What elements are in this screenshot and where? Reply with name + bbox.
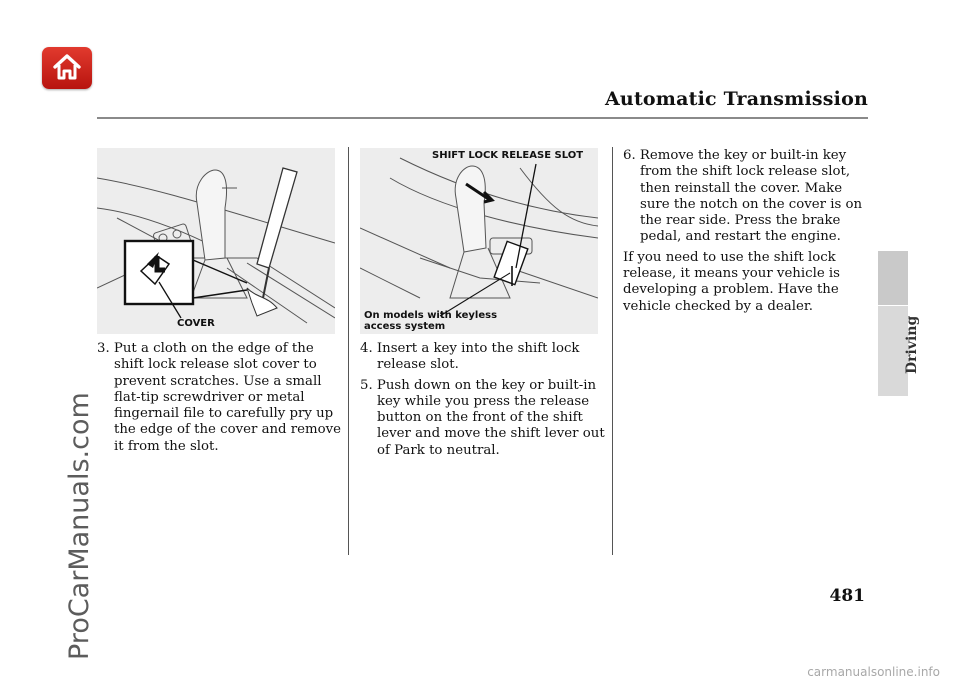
section-title: Automatic Transmission (604, 88, 868, 110)
shift-lever-illustration (97, 148, 335, 334)
column-2-text (360, 341, 605, 463)
header-rule (97, 117, 868, 119)
step-4: 4. Insert a key into the shift lock release slot. (360, 341, 580, 373)
label-models-line2: access system (364, 321, 446, 332)
figure-release-slot (360, 148, 598, 334)
column-3-text (623, 148, 871, 319)
column-divider (612, 147, 613, 555)
home-button[interactable] (42, 47, 92, 89)
label-models-line1: On models with keyless (364, 310, 498, 321)
label-shift-lock-slot: SHIFT LOCK RELEASE SLOT (432, 150, 584, 161)
home-icon (51, 52, 83, 82)
column-1-text (97, 341, 342, 459)
step-3: 3. Put a cloth on the edge of the shift lock release slot cover to prevent scratches. Use a small flat-tip screwdriver or metal fingernail file to carefully pry up the edge of the cover and remove it from the slot. (97, 341, 342, 454)
step-6: 6. Remove the key or built-in key from the shift lock release slot, then reinstall the cover. Make sure the notch on the cover is on the rear side. Press the brake pedal, and restart the engine. (623, 148, 863, 245)
side-tab-marker (878, 251, 908, 305)
watermark: ProCarManuals.com (64, 392, 95, 660)
step-5: 5. Push down on the key or built-in key while you press the release button on the front of the shift lever and move the shift lever out of Park to neutral. (360, 377, 605, 458)
figure-cover-removal (97, 148, 335, 334)
page-number: 481 (829, 586, 865, 606)
footer-site: carmanualsonline.info (807, 665, 940, 679)
side-tab-label: Driving (904, 315, 920, 374)
note-paragraph: If you need to use the shift lock release, it means your vehicle is developing a problem. Have the vehicle checked by a dealer. (623, 249, 840, 314)
column-divider (348, 147, 349, 555)
shift-lever-key-illustration (360, 148, 598, 334)
label-cover: COVER (177, 318, 215, 329)
